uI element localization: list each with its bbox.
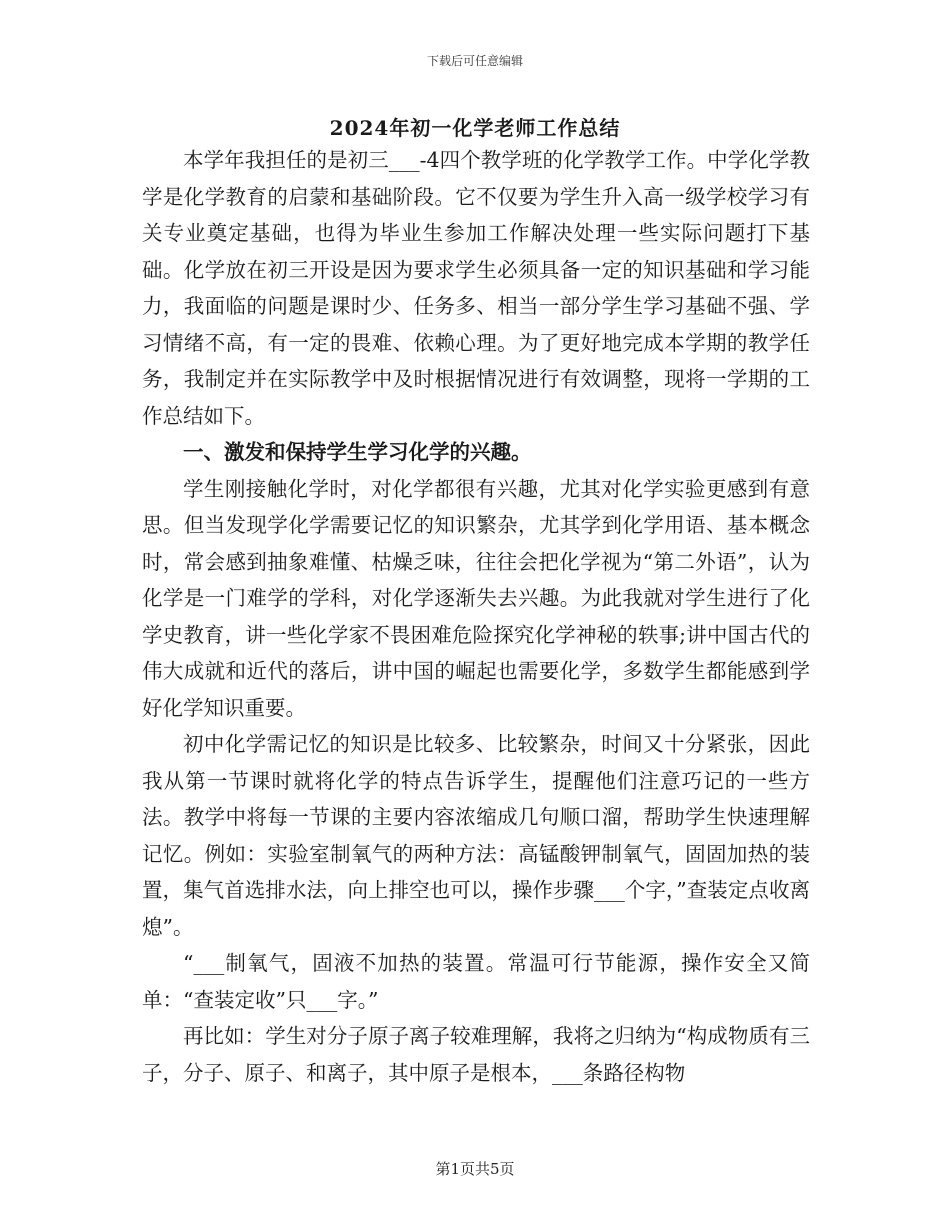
paragraph-oxygen-rhyme: “___制氧气，固液不加热的装置。常温可行节能源，操作安全又简单：“查装定收”只___字。” <box>142 951 810 1012</box>
paragraph-intro: 本学年我担任的是初三___-4四个教学班的化学教学工作。中学化学教学是化学教育的启蒙和基础阶段。它不仅要为学生升入高一级学校学习有关专业奠定基础，也得为毕业生参加工作解决处理一些实际问题打下基础。化学放在初三开设是因为要求学生必须具备一定的知识基础和学习能力，我面临的问题是课时少、任务多、相当一部分学生学习基础不强、学习情绪不高，有一定的畏难、依赖心理。为了更好地完成本学期的教学任务，我制定并在实际教学中及时根据情况进行有效调整，现将一学期的工作总结如下。 <box>142 148 810 428</box>
header-note: 下载后可任意编辑 <box>426 54 523 68</box>
document-title: 2024年初一化学老师工作总结 <box>329 116 621 140</box>
paragraph-interest: 学生刚接触化学时，对化学都很有兴趣，尤其对化学实验更感到有意思。但当发现学化学需要记忆的知识繁杂，尤其学到化学用语、基本概念时，常会感到抽象难懂、枯燥乏味，往往会把化学视为“第二外语”，认为化学是一门难学的学科，对化学逐渐失去兴趣。为此我就对学生进行了化学史教育，讲一些化学家不畏困难危险探究化学神秘的轶事;讲中国古代的伟大成就和近代的落后，讲中国的崛起也需要化学，多数学生都能感到学好化学知识重要。 <box>142 476 810 720</box>
section-heading-1: 一、激发和保持学生学习化学的兴趣。 <box>183 440 532 464</box>
paragraph-memory: 初中化学需记忆的知识是比较多、比较繁杂，时间又十分紧张，因此我从第一节课时就将化学的特点告诉学生，提醒他们注意巧记的一些方法。教学中将每一节课的主要内容浓缩成几句顺口溜，帮助学生快速理解记忆。例如：实验室制氧气的两种方法：高锰酸钾制氧气，固固加热的装置，集气首选排水法，向上排空也可以，操作步骤___个字，”查装定点收离熄”。 <box>142 732 810 939</box>
document-body <box>142 142 810 1091</box>
paragraph-particles: 再比如：学生对分子原子离子较难理解，我将之归纳为“构成物质有三子，分子、原子、和离子，其中原子是根本，___条路径构物 <box>142 1024 810 1085</box>
page-number-footer: 第1页共5页 <box>435 1160 515 1178</box>
